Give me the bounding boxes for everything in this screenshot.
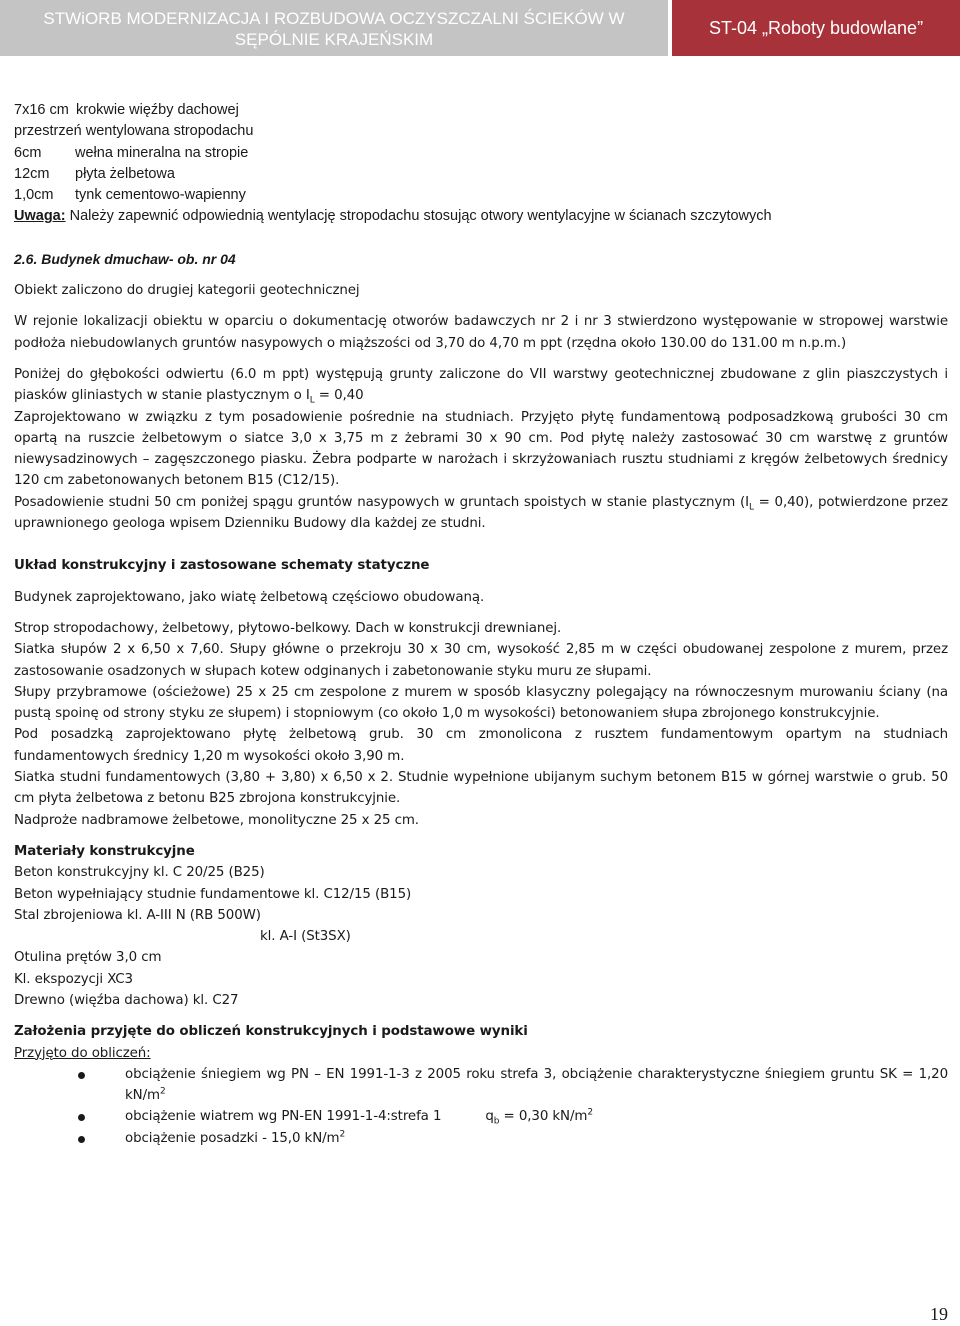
- material-line: Drewno (więźba dachowa) kl. C27: [14, 992, 239, 1008]
- layer-thickness: 12cm: [14, 165, 50, 182]
- structure-intro: Budynek zaprojektowano, jako wiatę żelbetową częściowo obudowaną.: [14, 589, 485, 605]
- layer-description: krokwie więźby dachowej: [76, 102, 239, 118]
- structure-paragraph: Siatka słupów 2 x 6,50 x 7,60. Słupy główne o przekroju 30 x 30 cm, wysokość 2,85 m w części obudowanej zespolone z murem, przez zastosowanie osadzonych w słupach kotew odginanych i zabetonowanie styku muru ze słupami.: [14, 642, 948, 679]
- soil-layer-text: Poniżej do głębokości odwiertu (6.0 m ppt) występują grunty zaliczone do VII warstwy geotechnicznej zbudowane z glin piaszczystych i piasków gliniastych w stanie plastycznym o I: [14, 366, 948, 404]
- assumptions-subheading: Przyjęto do obliczeń:: [14, 1045, 151, 1061]
- page-number: 19: [930, 1304, 948, 1324]
- header-title-line1: STWiORB MODERNIZACJA I ROZBUDOWA OCZYSZCZALNI ŚCIEKÓW W: [43, 9, 625, 28]
- load-text: obciążenie wiatrem wg PN-EN 1991-1-4:strefa 1: [125, 1109, 442, 1125]
- header-spec-code: ST-04 „Roboty budowlane”: [672, 0, 960, 56]
- material-line: Stal zbrojeniowa kl. A-III N (RB 500W): [14, 907, 261, 923]
- unit-superscript: 2: [159, 1086, 166, 1097]
- material-line: Beton wypełniający studnie fundamentowe kl. C12/15 (B15): [14, 886, 412, 902]
- load-list: [14, 1064, 948, 1149]
- note-text: Należy zapewnić odpowiednią wentylację stropodachu stosując otwory wentylacyjne w ścianach szczytowych: [65, 208, 772, 225]
- list-item: [14, 1106, 948, 1127]
- ventilation-note: [14, 206, 948, 227]
- page-header: [0, 0, 960, 58]
- structure-heading: Układ konstrukcyjny i zastosowane schematy statyczne: [14, 558, 430, 574]
- load-text: obciążenie posadzki - 15,0 kN/m: [125, 1130, 340, 1146]
- bullet-icon: [78, 1072, 85, 1079]
- wind-q: q: [485, 1109, 494, 1125]
- load-text: obciążenie śniegiem wg PN – EN 1991-1-3 z 2005 roku strefa 3, obciążenie charakterystyczne śniegiem gruntu SK = 1,20 kN/m: [125, 1066, 948, 1104]
- wells-text: Posadowienie studni 50 cm poniżej spągu gruntów nasypowych w gruntach spoistych w stanie plastycznym (I: [14, 494, 749, 510]
- header-project-title: [0, 0, 668, 56]
- materials-heading: Materiały konstrukcyjne: [14, 843, 195, 859]
- wind-value: = 0,30 kN/m: [499, 1109, 588, 1125]
- roof-layers: [14, 100, 948, 228]
- layer-thickness: 1,0cm: [14, 187, 54, 204]
- soil-paragraph: W rejonie lokalizacji obiektu w oparciu o dokumentację otworów badawczych nr 2 i nr 3 stwierdzono występowanie w stropowej warstwie podłoża niebudowlanych gruntów nasypowych o miąższości od 3,70 do 4,70 m ppt (rzędna około 130.00 do 131.00 m n.p.m.): [14, 314, 948, 351]
- roof-layer-row: [14, 185, 948, 206]
- bullet-icon: [78, 1136, 85, 1143]
- soil-layer-value: = 0,40: [314, 388, 364, 404]
- structure-paragraph: Słupy przybramowe (ościeżowe) 25 x 25 cm zespolone z murem w sposób klasyczny polegający na równoczesnym murowaniu ściany (na pustą spoinę od strony styku ze słupem) i stopniowym (co około 1,0 m wysokości) betonowaniem słupa zbrojonego konstrukcyjnie.: [14, 684, 948, 722]
- document-body: [14, 100, 948, 1149]
- wells-paragraph: [14, 492, 948, 535]
- index-subscript: b: [493, 1117, 500, 1128]
- assumptions-heading: Założenia przyjęte do obliczeń konstrukcyjnych i podstawowe wyniki: [14, 1024, 528, 1040]
- structure-paragraph: Pod posadzką zaprojektowano płytę żelbetową grub. 30 cm zmonolicona z rusztem fundamentowym opartym na studniach fundamentowych średnicy 1,20 m wysokości około 3,90 m.: [14, 727, 948, 764]
- geotechnical-category: Obiekt zaliczono do drugiej kategorii geotechnicznej: [14, 283, 360, 299]
- structure-paragraph: Nadproże nadbramowe żelbetowe, monolityczne 25 x 25 cm.: [14, 812, 419, 828]
- layer-thickness: 7x16 cm: [14, 102, 69, 118]
- roof-layer-row: [14, 164, 948, 185]
- roof-layer-row: [14, 121, 948, 142]
- structure-paragraph: Strop stropodachowy, żelbetowy, płytowo-belkowy. Dach w konstrukcji drewnianej.: [14, 620, 562, 636]
- layer-description: tynk cementowo-wapienny: [75, 187, 246, 204]
- material-line: Beton konstrukcyjny kl. C 20/25 (B25): [14, 865, 265, 881]
- index-subscript: L: [748, 502, 754, 513]
- index-subscript: L: [309, 395, 315, 406]
- roof-layer-row: [14, 143, 948, 164]
- material-line: Kl. ekspozycji XC3: [14, 971, 133, 987]
- material-line: Otulina prętów 3,0 cm: [14, 950, 162, 966]
- note-label: Uwaga:: [14, 208, 66, 225]
- layer-description: płyta żelbetowa: [75, 165, 175, 182]
- layer-thickness: 6cm: [14, 144, 42, 161]
- header-title-line2: SĘPÓLNIE KRAJEŃSKIM: [234, 30, 434, 49]
- bullet-icon: [78, 1114, 85, 1121]
- list-item: [14, 1064, 948, 1107]
- wells-text-end: = 0,40), potwierdzone przez uprawnionego geologa wpisem Dzienniku Budowy dla każdej ze studni.: [14, 494, 948, 532]
- section-body: [14, 280, 948, 1149]
- material-line: kl. A-I (St3SX): [260, 929, 351, 945]
- foundation-paragraph: Zaprojektowano w związku z tym posadowienie pośrednie na studniach. Przyjęto płytę fundamentową podposadzkową grubości 30 cm opartą na ruszcie żelbetowym o siatce 3,0 x 3,75 m z żebrami 30 x 90 cm. Pod płytę należy zastosować 30 cm warstwę z gruntów niewysadzinowych – zagęszczonego piasku. Żebra podparte w narożach i skrzyżowaniach rusztu studniami z kręgów żelbetowych średnicy 120 cm zabetonowanych betonem B15 (C12/15).: [14, 409, 948, 489]
- structure-paragraph: Siatka studni fundamentowych (3,80 + 3,80) x 6,50 x 2. Studnie wypełnione ubijanym suchym betonem B15 w górnej warstwie o grub. 50 cm płyta żelbetowa z betonu B25 zbrojona konstrukcyjnie.: [14, 770, 948, 807]
- unit-superscript: 2: [339, 1129, 346, 1140]
- roof-layer-row: [14, 100, 948, 121]
- unit-superscript: 2: [587, 1108, 593, 1118]
- layer-description: wełna mineralna na stropie: [75, 144, 249, 161]
- list-item: [14, 1128, 948, 1149]
- soil-layer-paragraph: [14, 364, 948, 407]
- section-title: 2.6. Budynek dmuchaw- ob. nr 04: [14, 250, 236, 267]
- layer-description: przestrzeń wentylowana stropodachu: [14, 123, 254, 140]
